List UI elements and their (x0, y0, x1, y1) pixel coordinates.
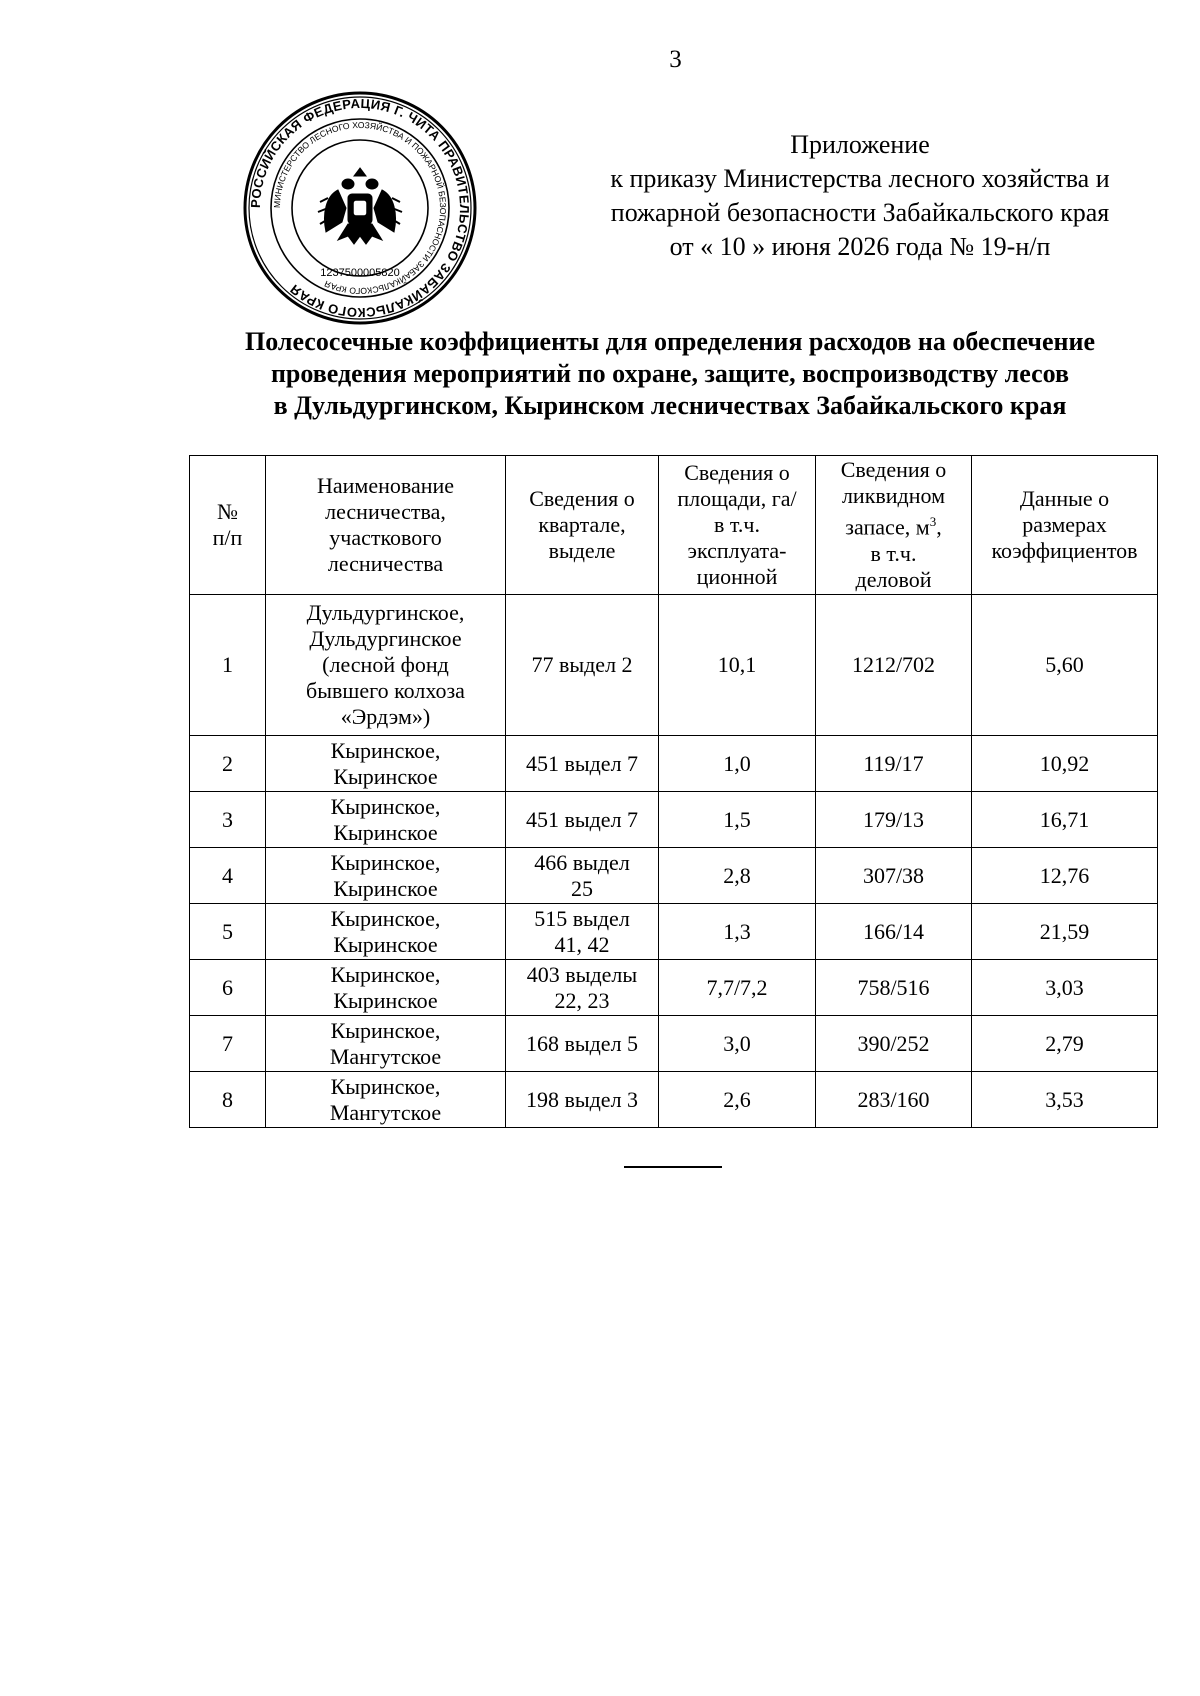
cell-quarter: 515 выдел 41, 42 (506, 904, 659, 960)
cell-stock: 1212/702 (816, 595, 972, 736)
cell-stock: 119/17 (816, 736, 972, 792)
cell-area: 2,6 (659, 1072, 816, 1128)
cell-coefficient: 21,59 (972, 904, 1158, 960)
cell-number: 2 (190, 736, 266, 792)
cell-stock: 307/38 (816, 848, 972, 904)
table-row (190, 1016, 1158, 1072)
table-row (190, 1072, 1158, 1128)
cell-area: 1,3 (659, 904, 816, 960)
cell-area: 2,8 (659, 848, 816, 904)
document-title (170, 326, 1170, 422)
cell-number: 5 (190, 904, 266, 960)
page-number: 3 (669, 46, 682, 73)
appendix-block (560, 128, 1160, 264)
cell-forestry-name: Кыринское, Кыринское (266, 960, 506, 1016)
seal-outer-text: РОССИЙСКАЯ ФЕДЕРАЦИЯ Г. ЧИТА ПРАВИТЕЛЬСТВО ЗАБАЙКАЛЬСКОГО КРАЯ (247, 95, 473, 321)
end-divider (624, 1166, 722, 1168)
title-line: проведения мероприятий по охране, защите, воспроизводству лесов (270, 359, 1070, 388)
cell-area: 7,7/7,2 (659, 960, 816, 1016)
cell-number: 6 (190, 960, 266, 1016)
cell-quarter: 451 выдел 7 (506, 736, 659, 792)
cell-stock: 390/252 (816, 1016, 972, 1072)
appendix-line: к приказу Министерства лесного хозяйства и (610, 164, 1110, 193)
cell-quarter: 198 выдел 3 (506, 1072, 659, 1128)
header-coefficients: Данные о размерах коэффициентов (972, 456, 1158, 595)
appendix-line: от « 10 » июня 2026 года № 19-н/п (669, 232, 1051, 261)
cell-quarter: 77 выдел 2 (506, 595, 659, 736)
table-row (190, 904, 1158, 960)
seal-inner-text: МИНИСТЕРСТВО ЛЕСНОГО ХОЗЯЙСТВА И ПОЖАРНОЙ БЕЗОПАСНОСТИ ЗАБАЙКАЛЬСКОГО КРАЯ (271, 119, 449, 297)
cell-forestry-name: Кыринское, Мангутское (266, 1016, 506, 1072)
cell-coefficient: 10,92 (972, 736, 1158, 792)
coefficients-table (189, 455, 1158, 1128)
title-line: Полесосечные коэффициенты для определения расходов на обеспечение (244, 327, 1095, 356)
table-row (190, 848, 1158, 904)
header-quarter: Сведения о квартале, выделе (506, 456, 659, 595)
cell-stock: 166/14 (816, 904, 972, 960)
cell-number: 4 (190, 848, 266, 904)
seal-number: 1237500005820 (320, 267, 400, 279)
cell-area: 1,0 (659, 736, 816, 792)
cell-area: 3,0 (659, 1016, 816, 1072)
cell-stock: 179/13 (816, 792, 972, 848)
cell-stock: 283/160 (816, 1072, 972, 1128)
cell-coefficient: 16,71 (972, 792, 1158, 848)
official-seal (242, 90, 478, 326)
table-row (190, 792, 1158, 848)
cell-coefficient: 3,53 (972, 1072, 1158, 1128)
cell-number: 3 (190, 792, 266, 848)
cell-area: 10,1 (659, 595, 816, 736)
appendix-line: пожарной безопасности Забайкальского края (610, 198, 1110, 227)
header-stock: Сведения о ликвидном запасе, $м^3$, в т.ч. деловой (816, 456, 972, 595)
cell-forestry-name: Кыринское, Кыринское (266, 736, 506, 792)
cell-area: 1,5 (659, 792, 816, 848)
cell-forestry-name: Дульдургинское, Дульдургинское (лесной фонд бывшего колхоза «Эрдэм») (266, 595, 506, 736)
cell-forestry-name: Кыринское, Кыринское (266, 792, 506, 848)
cell-number: 7 (190, 1016, 266, 1072)
cell-quarter: 451 выдел 7 (506, 792, 659, 848)
table-header-row (190, 456, 1158, 595)
cell-number: 1 (190, 595, 266, 736)
table-row (190, 736, 1158, 792)
appendix-line: Приложение (790, 130, 930, 159)
header-forestry-name: Наименование лесничества, участкового лесничества (266, 456, 506, 595)
cell-coefficient: 2,79 (972, 1016, 1158, 1072)
cell-quarter: 168 выдел 5 (506, 1016, 659, 1072)
cell-forestry-name: Кыринское, Мангутское (266, 1072, 506, 1128)
cell-forestry-name: Кыринское, Кыринское (266, 904, 506, 960)
double-headed-eagle-icon (318, 168, 402, 244)
header-number: № п/п (190, 456, 266, 595)
cell-quarter: 466 выдел 25 (506, 848, 659, 904)
cell-coefficient: 12,76 (972, 848, 1158, 904)
cell-coefficient: 3,03 (972, 960, 1158, 1016)
table-row (190, 960, 1158, 1016)
table-row (190, 595, 1158, 736)
cell-quarter: 403 выделы 22, 23 (506, 960, 659, 1016)
title-line: в Дульдургинском, Кыринском лесничествах Забайкальского края (273, 391, 1067, 420)
cell-forestry-name: Кыринское, Кыринское (266, 848, 506, 904)
cell-stock: 758/516 (816, 960, 972, 1016)
cell-number: 8 (190, 1072, 266, 1128)
header-area: Сведения о площади, га/ в т.ч. эксплуата- ционной (659, 456, 816, 595)
cell-coefficient: 5,60 (972, 595, 1158, 736)
